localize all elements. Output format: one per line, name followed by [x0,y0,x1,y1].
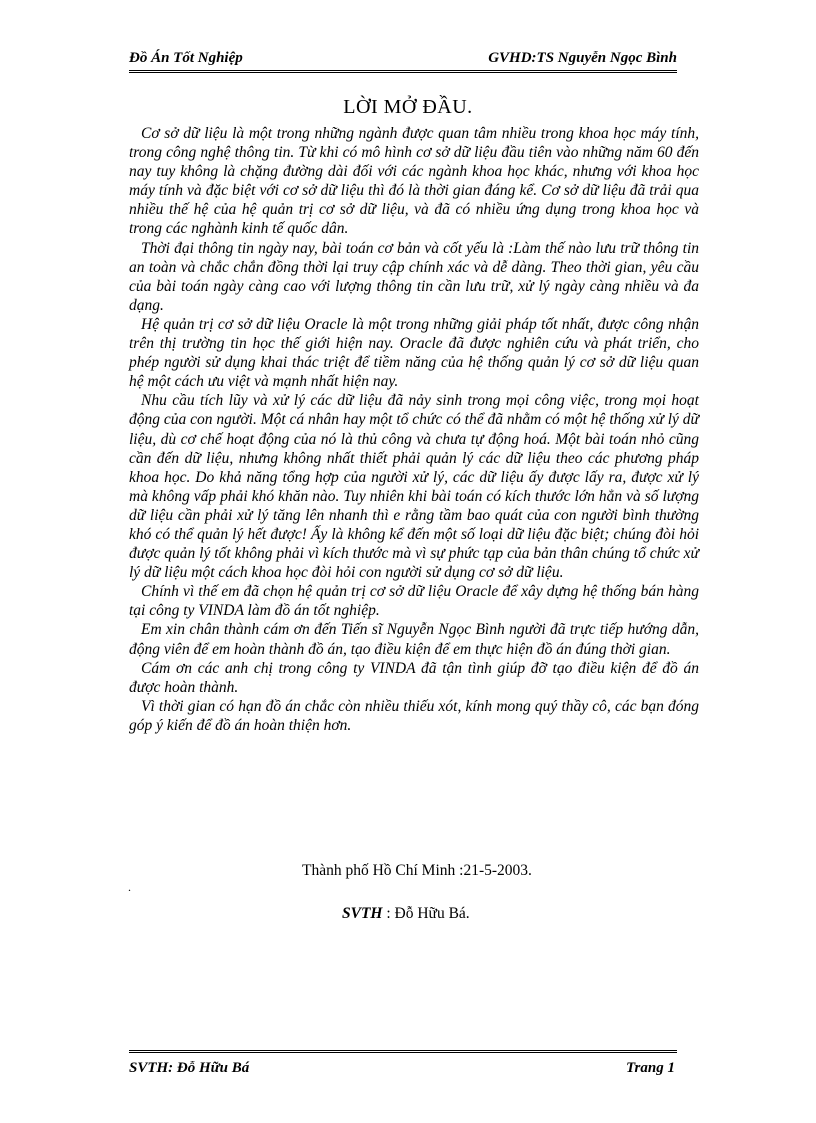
paragraph-data-needs: Nhu cầu tích lũy và xử lý các dữ liệu đã nảy sinh trong mọi công việc, trong mọi hoạt động của con người. Một cá nhân hay một tổ chức có thể đã nhằm có một hệ thống xử lý dữ liệu, dù cơ chế hoạt động của nó là thủ công và chưa tự động hoá. Một bài toán nhỏ cũng cần đến dữ liệu, nhưng không nhất thiết phải quản lý các dữ liệu theo các phương pháp khoa học. Do khả năng tổng hợp của người xử lý, các dữ liệu ấy được lấy ra, được xử lý mà không vấp phải khó khăn nào. Tuy nhiên khi bài toán có kích thước lớn hẳn và số lượng dữ liệu cần phải xử lý tăng lên nhanh thì e rằng tầm bao quát của con người bình thường khó có thể quản lý hết được! Ấy là không kể đến một số loại dữ liệu đặc biệt; chúng đòi hỏi được quản lý tốt không phải vì kích thước mà vì sự phức tạp của bản thân chúng tổ chức xử lý dữ liệu một cách khoa học đòi hỏi con người sử dụng cơ sở dữ liệu. [129,392,699,582]
page-header [129,48,677,73]
footer-student: SVTH: Đỗ Hữu Bá [129,1060,250,1076]
stray-dot: . [128,880,131,894]
date-line: Thành phố Hồ Chí Minh :21-5-2003. [302,862,532,879]
paragraph-choice: Chính vì thế em đã chọn hệ quản trị cơ sở dữ liệu Oracle để xây dựng hệ thống bán hàng tại công ty VINDA làm đồ án tốt nghiệp. [129,583,699,620]
page-number: Trang 1 [625,1060,675,1076]
paragraph-thanks-company: Cám ơn các anh chị trong công ty VINDA đã tận tình giúp đỡ tạo điều kiện để đồ án được hoàn thành. [129,659,699,696]
paragraph-information-age: Thời đại thông tin ngày nay, bài toán cơ bản và cốt yếu là :Làm thế nào lưu trữ thông tin an toàn và chắc chắn đồng thời lại truy cập chính xác và dễ dàng. Theo thời gian, yêu cầu của bài toán ngày càng cao với lượng thông tin cần lưu trữ, xử lý ngày càng nhiều và đa dạng. [129,239,699,314]
paragraph-thanks-advisor: Em xin chân thành cám ơn đến Tiến sĩ Nguyễn Ngọc Bình người đã trực tiếp hướng dẫn, động viên để em hoàn thành đồ án, tạo điều kiện để em thực hiện đồ án đúng thời gian. [129,621,699,658]
signature-line [342,905,470,923]
paragraph-oracle: Hệ quản trị cơ sở dữ liệu Oracle là một trong những giải pháp tốt nhất, được công nhận trên thị trường tin học thế giới hiện nay. Oracle đã được nghiên cứu và phát triển, cho phép người sử dụng khai thác triệt để tiềm năng của hệ thống quản lý cơ sở dữ liệu quan hệ một cách ưu việt và mạnh nhất hiện nay. [129,315,699,391]
header-advisor: GVHD:TS Nguyễn Ngọc Bình [488,50,677,66]
page-title: LỜI MỞ ĐẦU. [343,96,473,118]
page-footer [129,1050,677,1080]
paragraph-intro: Cơ sở dữ liệu là một trong những ngành được quan tâm nhiều trong khoa học máy tính, trong công nghệ thông tin. Từ khi có mô hình cơ sở dữ liệu đầu tiên vào những năm 60 đến nay tuy không là chặng đường dài đối với các ngành khoa học khác, nhưng với khoa học máy tính và đặc biệt với cơ sở dữ liệu thì đó là thời gian đáng kể. Cơ sở dữ liệu đã trải qua nhiều thế hệ của hệ quản trị cơ sở dữ liệu, và đã có nhiều ứng dụng trong khoa học và trong các nghành kinh tế quốc dân. [129,125,699,238]
body-text [129,124,699,735]
signature-name: : Đỗ Hữu Bá. [382,905,470,922]
header-document-type: Đồ Án Tốt Nghiệp [129,50,243,66]
signature-label: SVTH [342,905,383,922]
paragraph-closing: Vì thời gian có hạn đồ án chắc còn nhiều thiếu xót, kính mong quý thầy cô, các bạn đóng góp ý kiến để đồ án hoàn thiện hơn. [129,697,699,734]
